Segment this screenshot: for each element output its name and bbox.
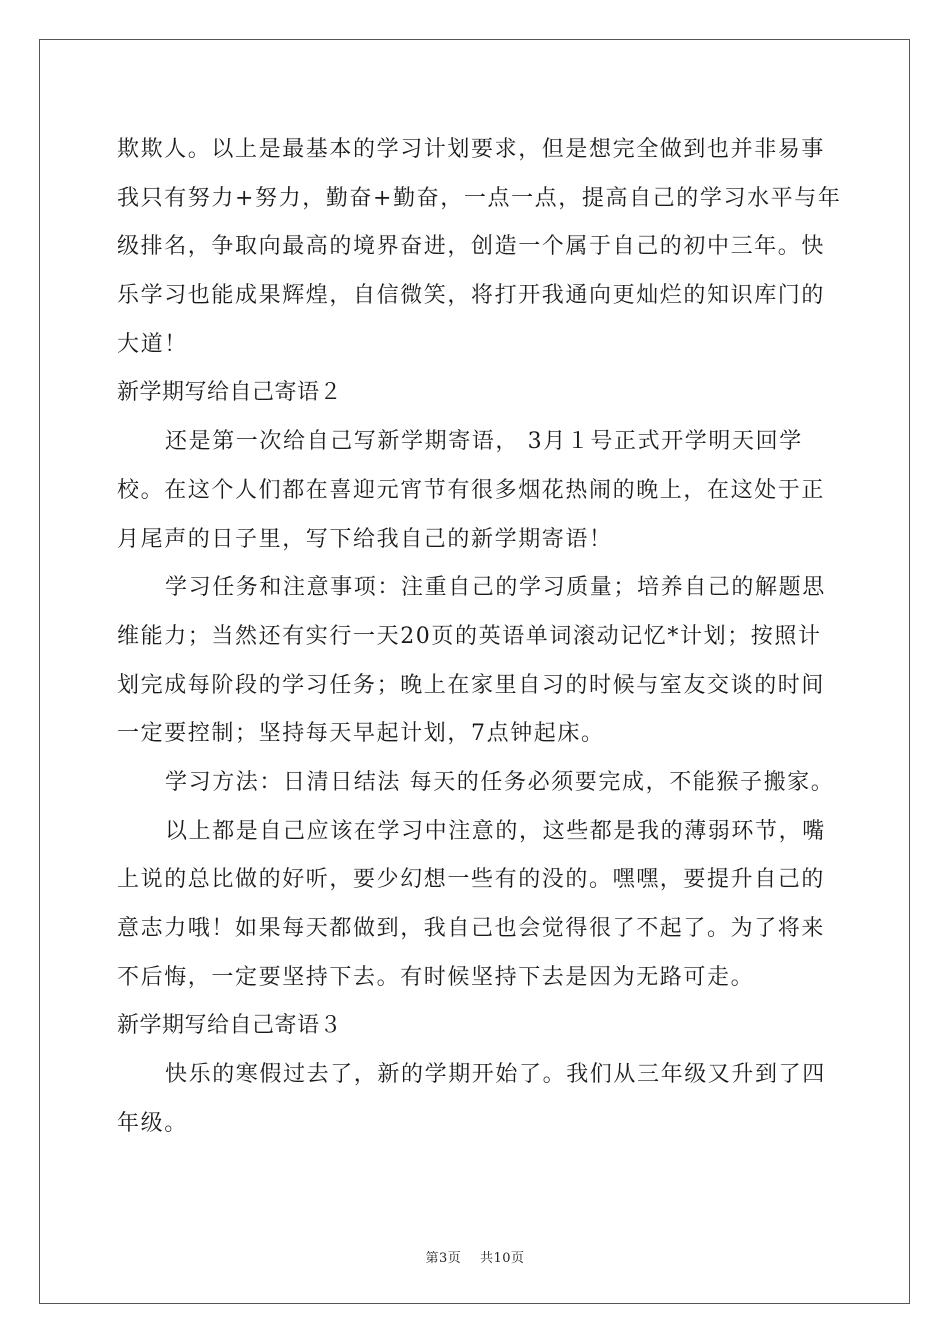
text-line: 一定要控制；坚持每天早起计划，7点钟起床。 — [117, 721, 605, 747]
text-line: 学习任务和注意事项：注重自己的学习质量；培养自己的解题思 — [165, 575, 826, 601]
text-line: 划完成每阶段的学习任务；晚上在家里自习的时候与室友交谈的时间 — [117, 672, 826, 698]
text-line: 月尾声的日子里，写下给我自己的新学期寄语！ — [117, 526, 613, 552]
section-heading: 新学期写给自己寄语３ — [117, 1013, 343, 1039]
text-line: 校。在这个人们都在喜迎元宵节有很多烟花热闹的晚上，在这处于正 — [117, 477, 826, 503]
text-line: 意志力哦！如果每天都做到，我自己也会觉得很了不起了。为了将来 — [117, 916, 826, 941]
section-heading: 新学期写给自己寄语２ — [117, 380, 343, 406]
text-line: 欺欺人。以上是最基本的学习计划要求，但是想完全做到也并非易事 — [117, 137, 826, 162]
page-total: 共10页 — [479, 1251, 525, 1266]
text-line: 以上都是自己应该在学习中注意的，这些都是我的薄弱环节，嘴 — [165, 818, 826, 844]
text-line: 学习方法：日清日结法 每天的任务必须要完成，不能猴子搬家。 — [165, 769, 835, 795]
text-line: 上说的总比做的好听，要少幻想一些有的没的。嘿嘿，要提升自己的 — [117, 867, 826, 893]
text-line: 还是第一次给自己写新学期寄语， 3月１号正式开学明天回学 — [165, 429, 803, 455]
text-line: 快乐的寒假过去了，新的学期开始了。我们从三年级又升到了四 — [165, 1062, 826, 1088]
page-footer — [0, 1247, 950, 1266]
text-line: 维能力；当然还有实行一天20页的英语单词滚动记忆*计划；按照计 — [117, 623, 822, 649]
text-line: 年级。 — [117, 1110, 188, 1136]
text-line: 乐学习也能成果辉煌，自信微笑，将打开我通向更灿烂的知识库门的 — [117, 283, 826, 309]
text-line: 大道！ — [117, 331, 188, 357]
document-body — [117, 126, 842, 1148]
page-number: 第3页 — [425, 1251, 462, 1266]
text-line: 我只有努力+努力，勤奋+勤奋，一点一点，提高自己的学习水平与年 — [117, 185, 842, 211]
text-line: 不后悔，一定要坚持下去。有时候坚持下去是因为无路可走。 — [117, 964, 755, 990]
text-line: 级排名，争取向最高的境界奋进，创造一个属于自己的初中三年。快 — [117, 234, 826, 260]
